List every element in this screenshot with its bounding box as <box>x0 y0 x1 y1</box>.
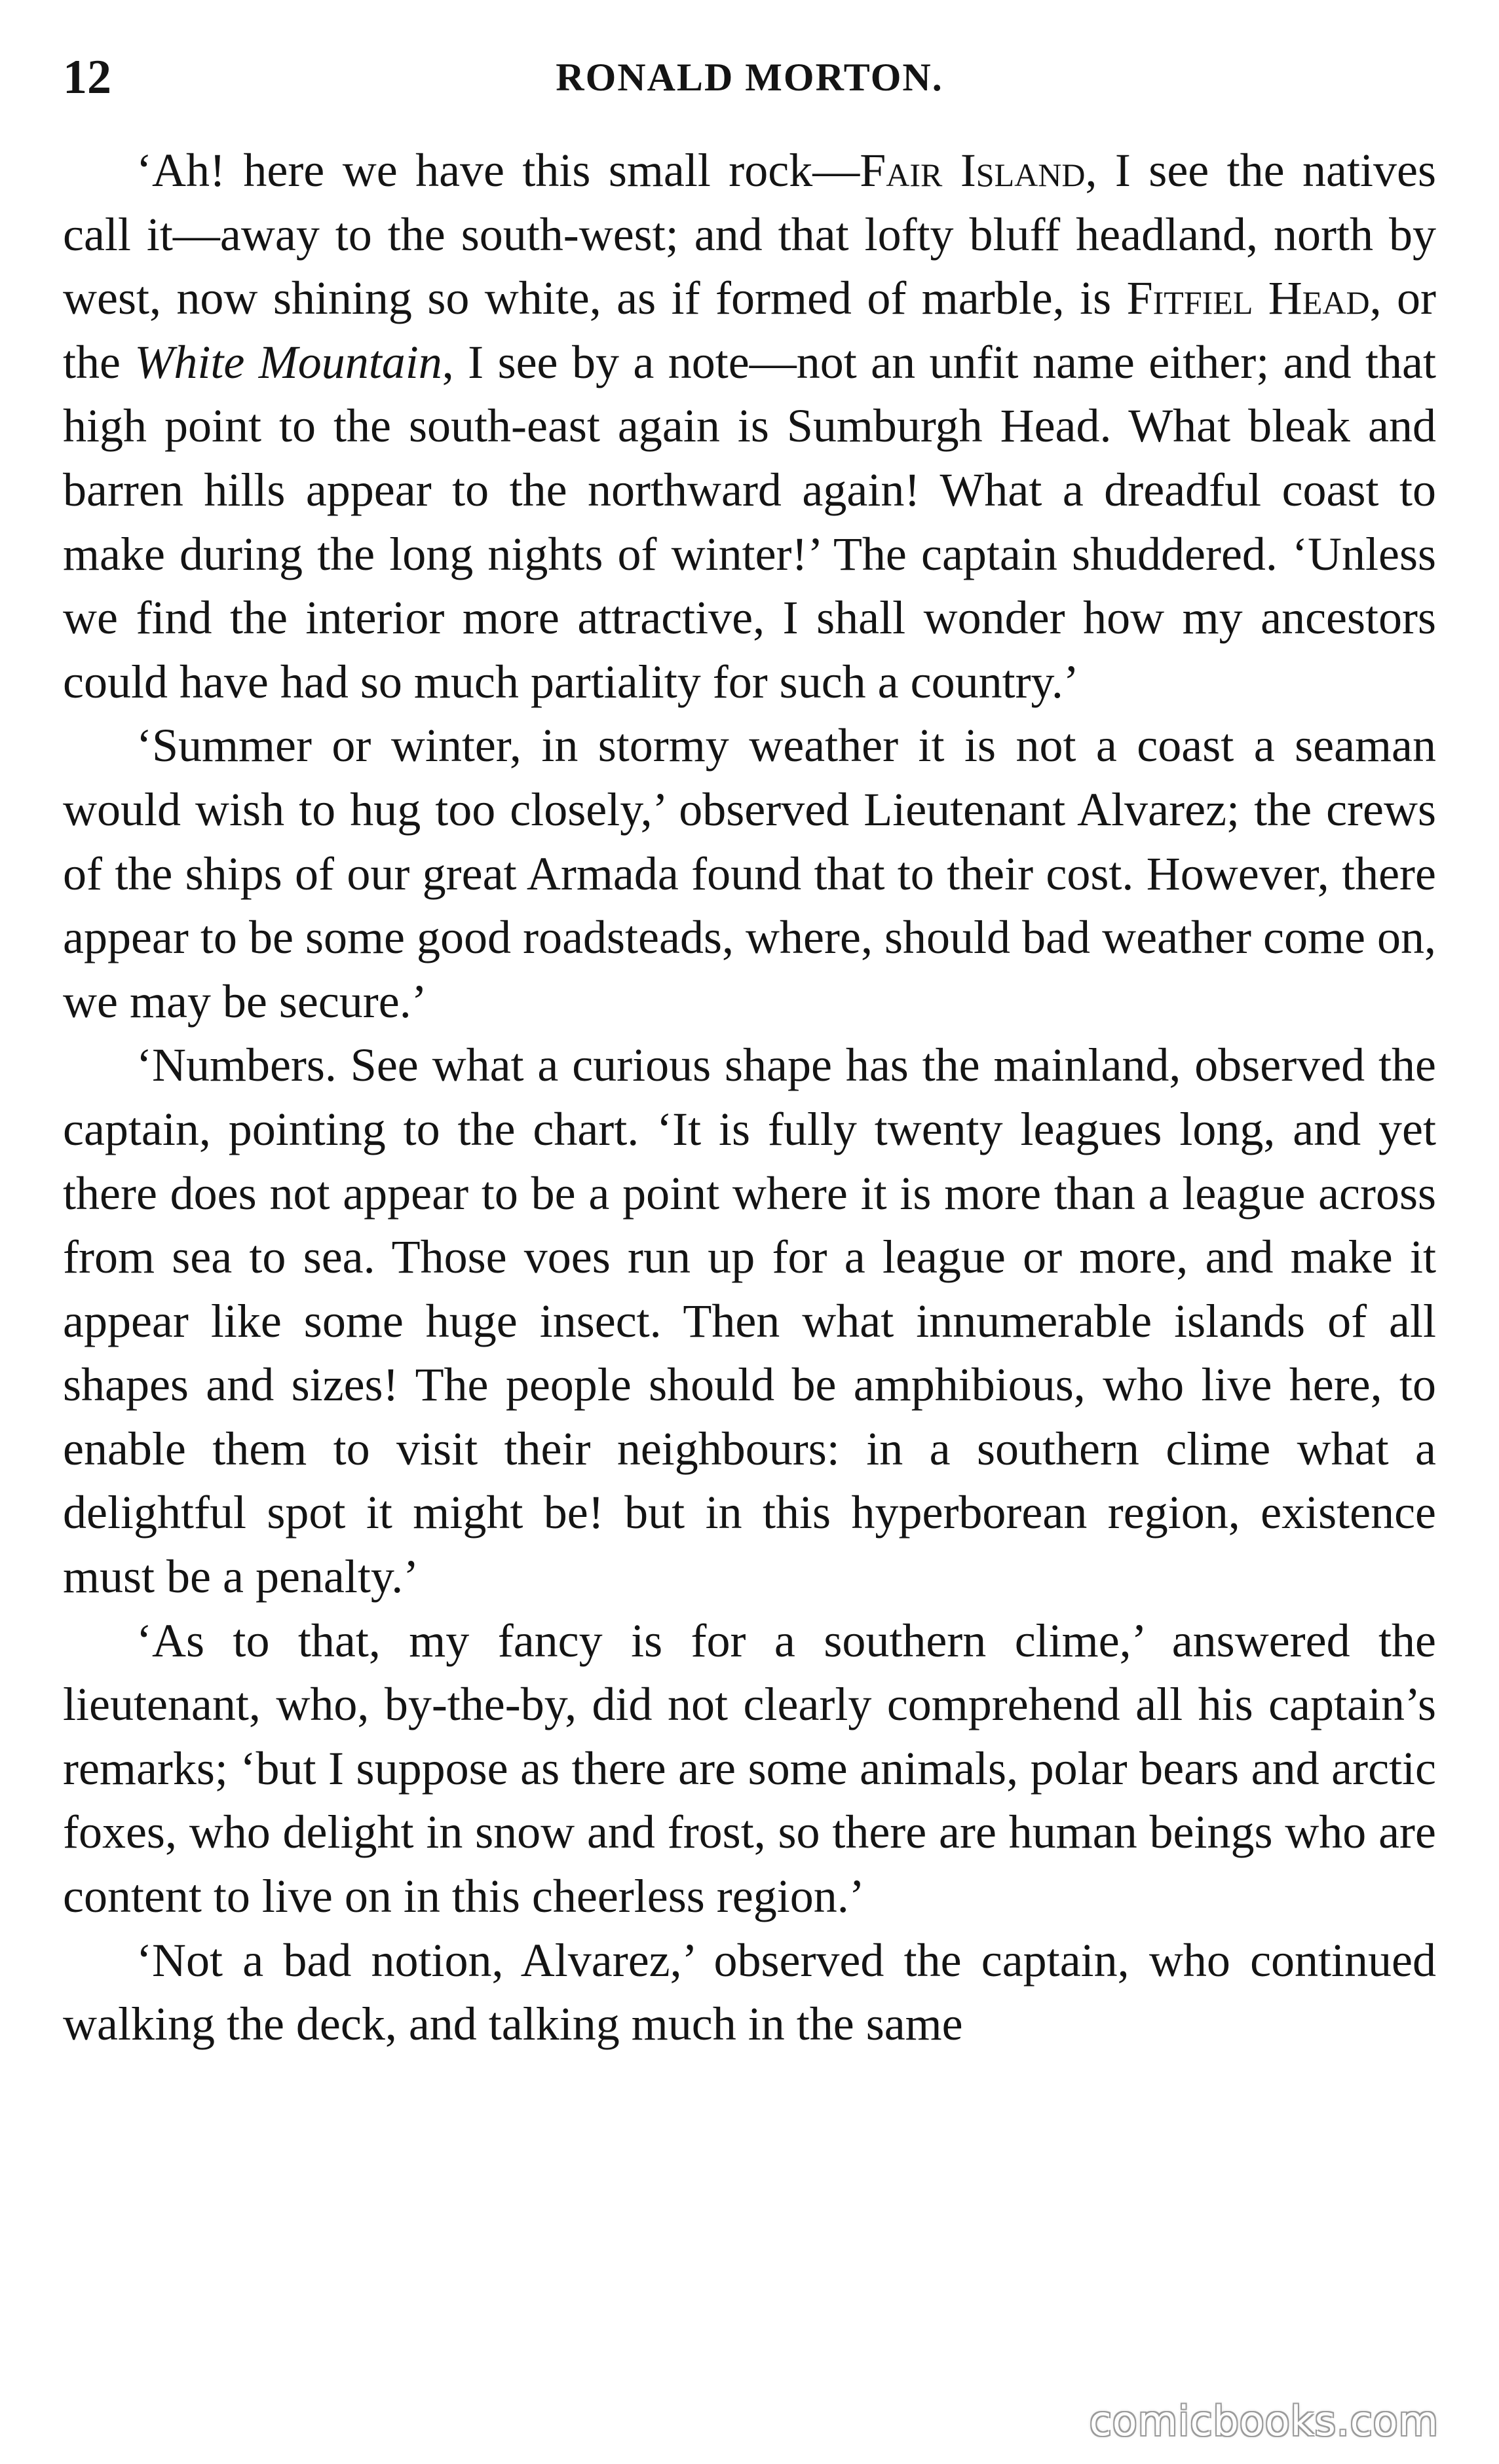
small-caps-text: Fair Island <box>860 144 1086 196</box>
text-run: , I see by a note—not an unfit name either; and that high point to the south-east again is Sumburgh Head. What bleak and barren hills appear to the northward again! What a dreadful coast to make during the long nights of winter!’ The captain shuddered. ‘Unless we find the interior more attractive, I shall wonder how my ancestors could have had so much partiality for such a country.’ <box>63 335 1436 708</box>
text-run: ‘Ah! here we have this small rock— <box>136 144 860 196</box>
text-run: , I see the natives call it—away to the south-west; and that lofty bluff headland, north by west, now shining so white, as if formed of marble, is <box>63 144 1436 325</box>
paragraph <box>63 1609 1436 1929</box>
body-text <box>63 139 1436 2057</box>
text-run: ‘Not a bad notion, Alvarez,’ observed the captain, who continued walking the deck, and talking much in the same <box>63 1933 1436 2051</box>
paragraph <box>63 1034 1436 1609</box>
text-run: ‘Summer or winter, in stormy weather it is not a coast a seaman would wish to hug too closely,’ observed Lieutenant Alvarez; the crews of the ships of our great Armada found that to their cost. However, there appear to be some good roadsteads, where, should bad weather come on, we may be secure.’ <box>63 719 1436 1028</box>
text-run: , or the <box>63 272 1436 388</box>
paragraph <box>63 139 1436 714</box>
page-header <box>63 45 1436 110</box>
paragraph <box>63 1929 1436 2057</box>
watermark-logo: comicbooks.com <box>1089 2397 1439 2445</box>
page-number: 12 <box>63 50 111 104</box>
small-caps-text: Fitfiel Head <box>1126 272 1370 325</box>
italic-text: White Mountain <box>134 335 442 388</box>
running-title: RONALD MORTON. <box>556 56 943 99</box>
paragraph <box>63 714 1436 1034</box>
text-run: ‘Numbers. See what a curious shape has the mainland, observed the captain, pointing to the chart. ‘It is fully twenty leagues long, and yet there does not appear to be a point where it is more than a league across from sea to sea. Those voes run up for a league or more, and make it appear like some huge insect. Then what innumerable islands of all shapes and sizes! The people should be amphibious, who live here, to enable them to visit their neighbours: in a southern clime what a delightful spot it might be! but in this hyperborean region, existence must be a penalty.’ <box>63 1039 1436 1603</box>
text-run: ‘As to that, my fancy is for a southern clime,’ answered the lieutenant, who, by-the-by, did not clearly comprehend all his captain’s remarks; ‘but I suppose as there are some animals, polar bears and arctic foxes, who delight in snow and frost, so there are human beings who are content to live on in this cheerless region.’ <box>63 1614 1436 1923</box>
